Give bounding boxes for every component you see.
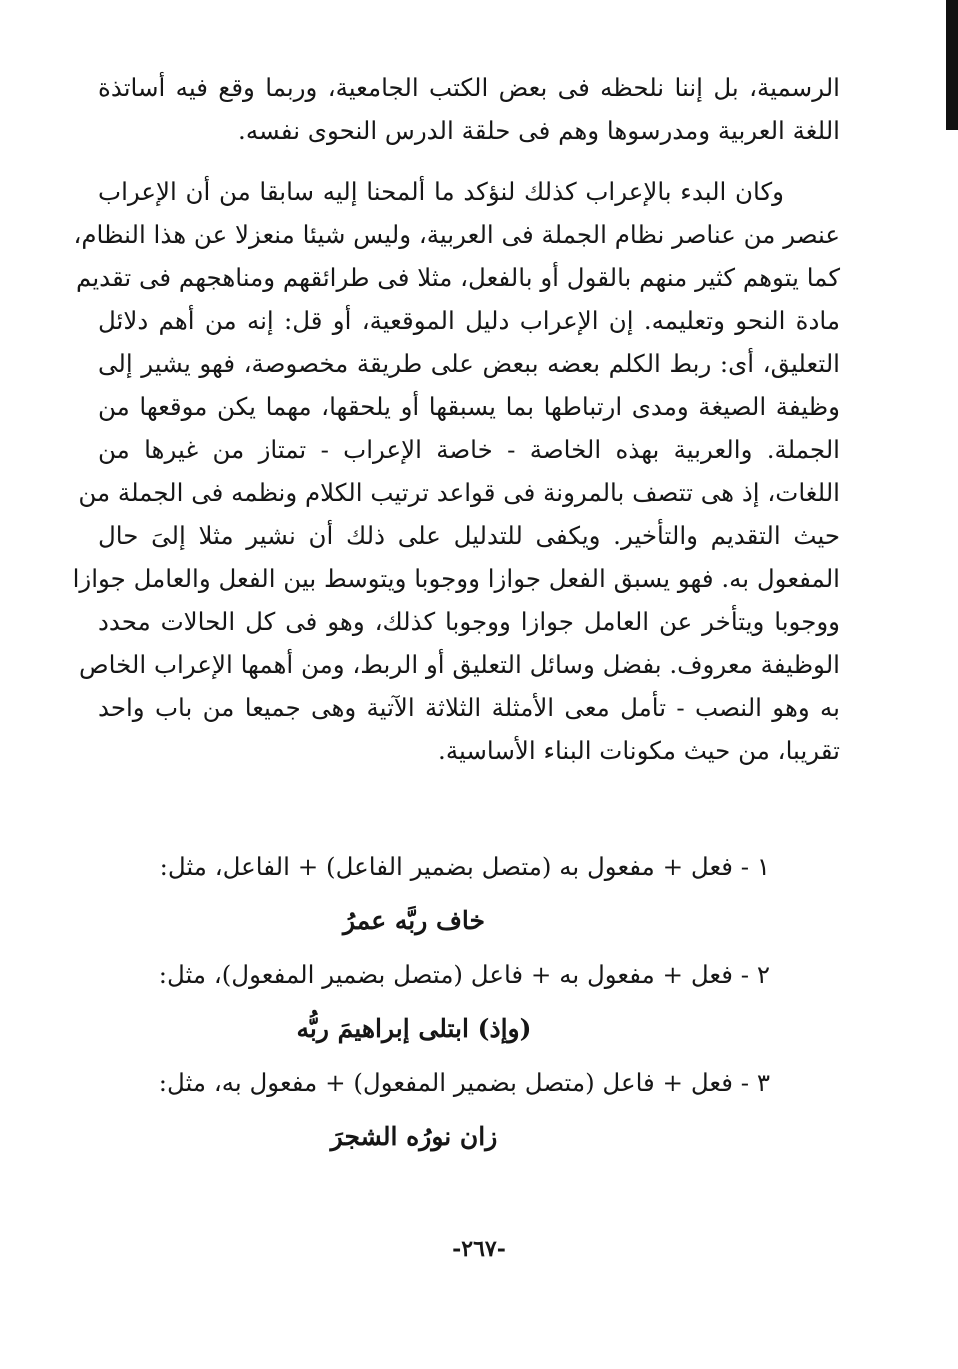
example-3-sentence: زان نورُه الشجرَ bbox=[330, 1122, 498, 1151]
paragraph-2-line-8: اللغات، إذ هى تتصف بالمرونة فى قواعد ترتيب الكلام ونظمه فى الجملة من bbox=[78, 478, 840, 507]
examples-list bbox=[98, 846, 840, 1170]
example-2-sentence: (وإذ) ابتلى إبراهيمَ ربُّه bbox=[296, 1014, 532, 1043]
paragraph-2-line-3: كما يتوهم كثير منهم بالقول أو بالفعل، مثلا فى طرائقهم ومناهجهم فى تقديم bbox=[76, 263, 840, 292]
paragraph-2-line-11: ووجوبا ويتأخر عن العامل جوازا ووجوبا كذلك، وهو فى كل الحالات محدد bbox=[98, 607, 840, 636]
example-1-rule: ١ - فعل + مفعول به (متصل بضمير الفاعل) + الفاعل، مثل: bbox=[159, 852, 770, 881]
paragraph-2-line-1: وكان البدء بالإعراب كذلك لنؤكد ما ألمحنا إليه سابقا من أن الإعراب bbox=[98, 177, 784, 206]
paragraph-2-line-6: وظيفة الصيغة ومدى ارتباطها بما يسبقها أو يلحقها، مهما يكن موقعها من bbox=[98, 392, 840, 421]
paragraph-2-line-5: التعليق، أى: ربط الكلم بعضه ببعض على طريقة مخصوصة، فهو يشير إلى bbox=[98, 349, 840, 378]
paragraph-2-line-9: حيث التقديم والتأخير. ويكفى للتدليل على ذلك أن نشير مثلا إلىَ حال bbox=[98, 521, 840, 550]
paragraph-2-line-12: الوظيفة معروف. بفضل وسائل التعليق أو الربط، ومن أهمها الإعراب الخاص bbox=[79, 650, 840, 679]
example-2-rule: ٢ - فعل + مفعول به + فاعل (متصل بضمير المفعول)، مثل: bbox=[158, 960, 770, 989]
example-3-rule: ٣ - فعل + فاعل (متصل بضمير المفعول) + مفعول به، مثل: bbox=[158, 1068, 770, 1097]
paragraph-2-line-4: مادة النحو وتعليمه. إن الإعراب دليل الموقعية، أو قل: إنه من أهم دلائل bbox=[98, 306, 840, 335]
page-number: -٢٦٧- bbox=[452, 1236, 506, 1262]
paragraph-2-line-10: المفعول به. فهو يسبق الفعل جوازا ووجوبا ويتوسط بين الفعل والعامل جوازا bbox=[72, 564, 840, 593]
paragraph-2-line-7: الجملة. والعربية بهذه الخاصة - خاصة الإعراب - تمتاز من غيرها من bbox=[98, 435, 840, 464]
example-1-sentence: خاف ربَّه عمرُ bbox=[343, 906, 485, 935]
paragraph-2-line-14: تقريبا، من حيث مكونات البناء الأساسية. bbox=[438, 736, 840, 765]
paragraph-2-line-2: عنصر من عناصر نظام الجملة فى العربية، وليس شيئا منعزلا عن هذا النظام، bbox=[73, 220, 840, 249]
paragraph-1-line-1: الرسمية، بل إننا نلحظه فى بعض الكتب الجامعية، وربما وقع فيه أساتذة bbox=[98, 73, 840, 102]
paragraph-1-line-2: اللغة العربية ومدرسوها وهم فى حلقة الدرس النحوى نفسه. bbox=[238, 116, 840, 145]
paragraph-2-line-13: به وهو النصب - تأمل معى الأمثلة الثلاثة الآتية وهى جميعا من باب واحد bbox=[98, 693, 840, 722]
paragraph-gap bbox=[98, 152, 840, 170]
body-text bbox=[72, 66, 840, 772]
scan-edge-mark bbox=[946, 0, 958, 130]
